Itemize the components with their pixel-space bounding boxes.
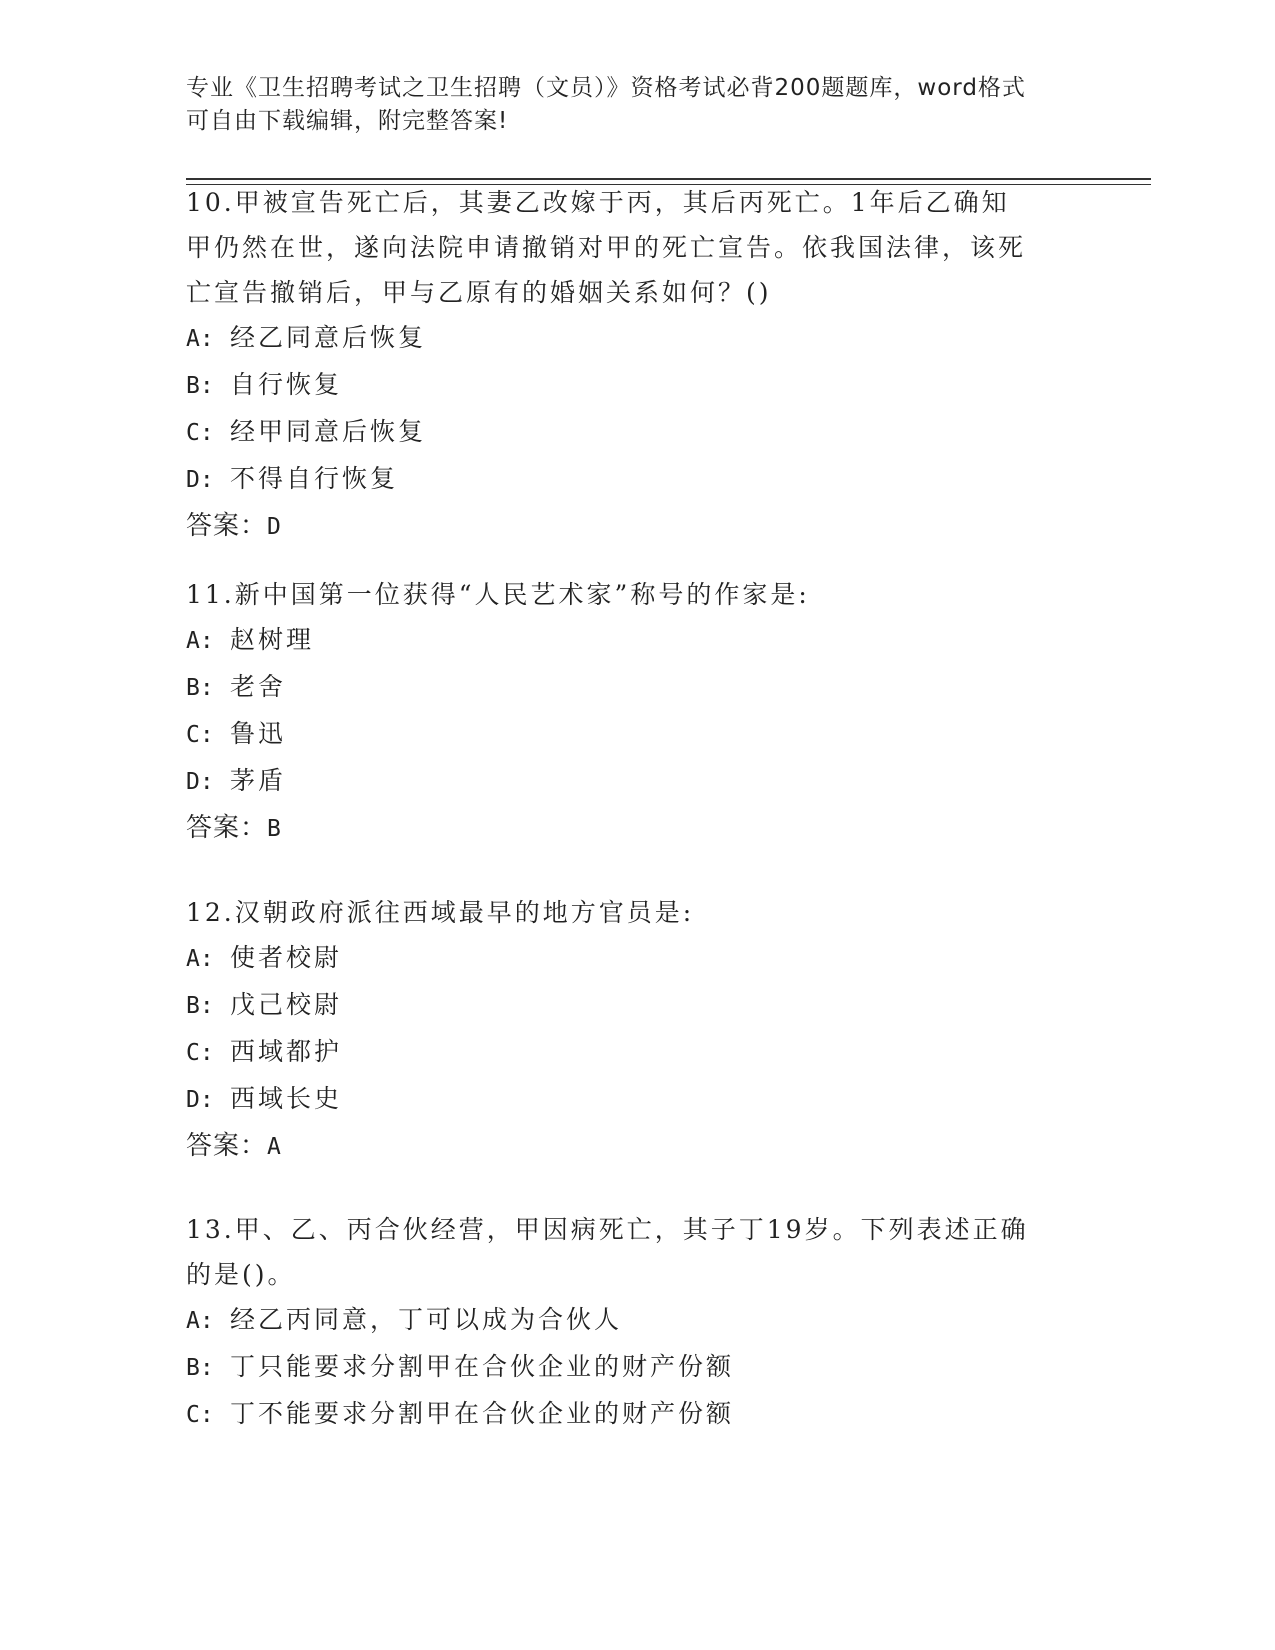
question-10 — [186, 180, 1066, 550]
option-c — [186, 1029, 1066, 1076]
option-key: B: — [186, 993, 214, 1019]
option-key: A: — [186, 1308, 214, 1334]
answer-label: 答案： — [186, 1131, 268, 1161]
option-c — [186, 1391, 1066, 1438]
option-text: 西域都护 — [230, 1037, 343, 1066]
question-12 — [186, 890, 1066, 1170]
answer-line — [186, 1123, 1066, 1170]
document-header — [186, 72, 1086, 138]
answer-label: 答案： — [186, 813, 268, 843]
option-key: D: — [186, 769, 214, 795]
option-text: 西域长史 — [230, 1084, 343, 1113]
option-a — [186, 1297, 1066, 1344]
question-11 — [186, 572, 1066, 852]
option-text: 戊己校尉 — [230, 990, 343, 1019]
option-text: 经乙同意后恢复 — [230, 323, 427, 352]
answer-line — [186, 805, 1066, 852]
option-b — [186, 362, 1066, 409]
option-a — [186, 617, 1066, 664]
option-c — [186, 711, 1066, 758]
option-text: 赵树理 — [230, 625, 315, 654]
option-text: 丁只能要求分割甲在合伙企业的财产份额 — [230, 1352, 735, 1381]
option-key: C: — [186, 420, 214, 446]
question-text: 10.甲被宣告死亡后，其妻乙改嫁于丙，其后丙死亡。1年后乙确知甲仍然在世，遂向法院申请撤销对甲的死亡宣告。依我国法律，该死亡宣告撤销后，甲与乙原有的婚姻关系如何？() — [186, 188, 1027, 307]
option-b — [186, 982, 1066, 1029]
question-text: 11.新中国第一位获得“人民艺术家”称号的作家是: — [186, 580, 810, 609]
option-text: 经乙丙同意，丁可以成为合伙人 — [230, 1305, 623, 1334]
question-13 — [186, 1207, 1066, 1438]
option-key: A: — [186, 628, 214, 654]
option-text: 经甲同意后恢复 — [230, 417, 427, 446]
answer-value: D — [267, 514, 282, 540]
option-key: C: — [186, 1040, 214, 1066]
option-a — [186, 935, 1066, 982]
option-key: C: — [186, 1402, 214, 1428]
option-key: B: — [186, 373, 214, 399]
option-key: B: — [186, 675, 214, 701]
option-key: B: — [186, 1355, 214, 1381]
option-text: 使者校尉 — [230, 943, 343, 972]
option-key: A: — [186, 946, 214, 972]
option-key: A: — [186, 326, 214, 352]
option-d — [186, 456, 1066, 503]
option-text: 自行恢复 — [230, 370, 343, 399]
answer-value: B — [267, 816, 282, 842]
option-b — [186, 664, 1066, 711]
option-key: D: — [186, 467, 214, 493]
question-text: 12.汉朝政府派往西域最早的地方官员是: — [186, 898, 695, 927]
answer-line — [186, 503, 1066, 550]
header-line-1: 专业《卫生招聘考试之卫生招聘（文员）》资格考试必背200题题库，word格式 — [186, 75, 1026, 101]
option-key: D: — [186, 1087, 214, 1113]
option-d — [186, 1076, 1066, 1123]
answer-value: A — [267, 1134, 282, 1160]
option-text: 鲁迅 — [230, 719, 287, 748]
option-b — [186, 1344, 1066, 1391]
option-a — [186, 315, 1066, 362]
option-d — [186, 758, 1066, 805]
option-text: 茅盾 — [230, 766, 287, 795]
option-text: 不得自行恢复 — [230, 464, 399, 493]
option-text: 老舍 — [230, 672, 287, 701]
option-key: C: — [186, 722, 214, 748]
question-text: 13.甲、乙、丙合伙经营，甲因病死亡，其子丁19岁。下列表述正确的是()。 — [186, 1215, 1029, 1289]
option-c — [186, 409, 1066, 456]
answer-label: 答案： — [186, 511, 268, 541]
option-text: 丁不能要求分割甲在合伙企业的财产份额 — [230, 1399, 735, 1428]
header-line-2: 可自由下载编辑，附完整答案! — [186, 108, 509, 134]
